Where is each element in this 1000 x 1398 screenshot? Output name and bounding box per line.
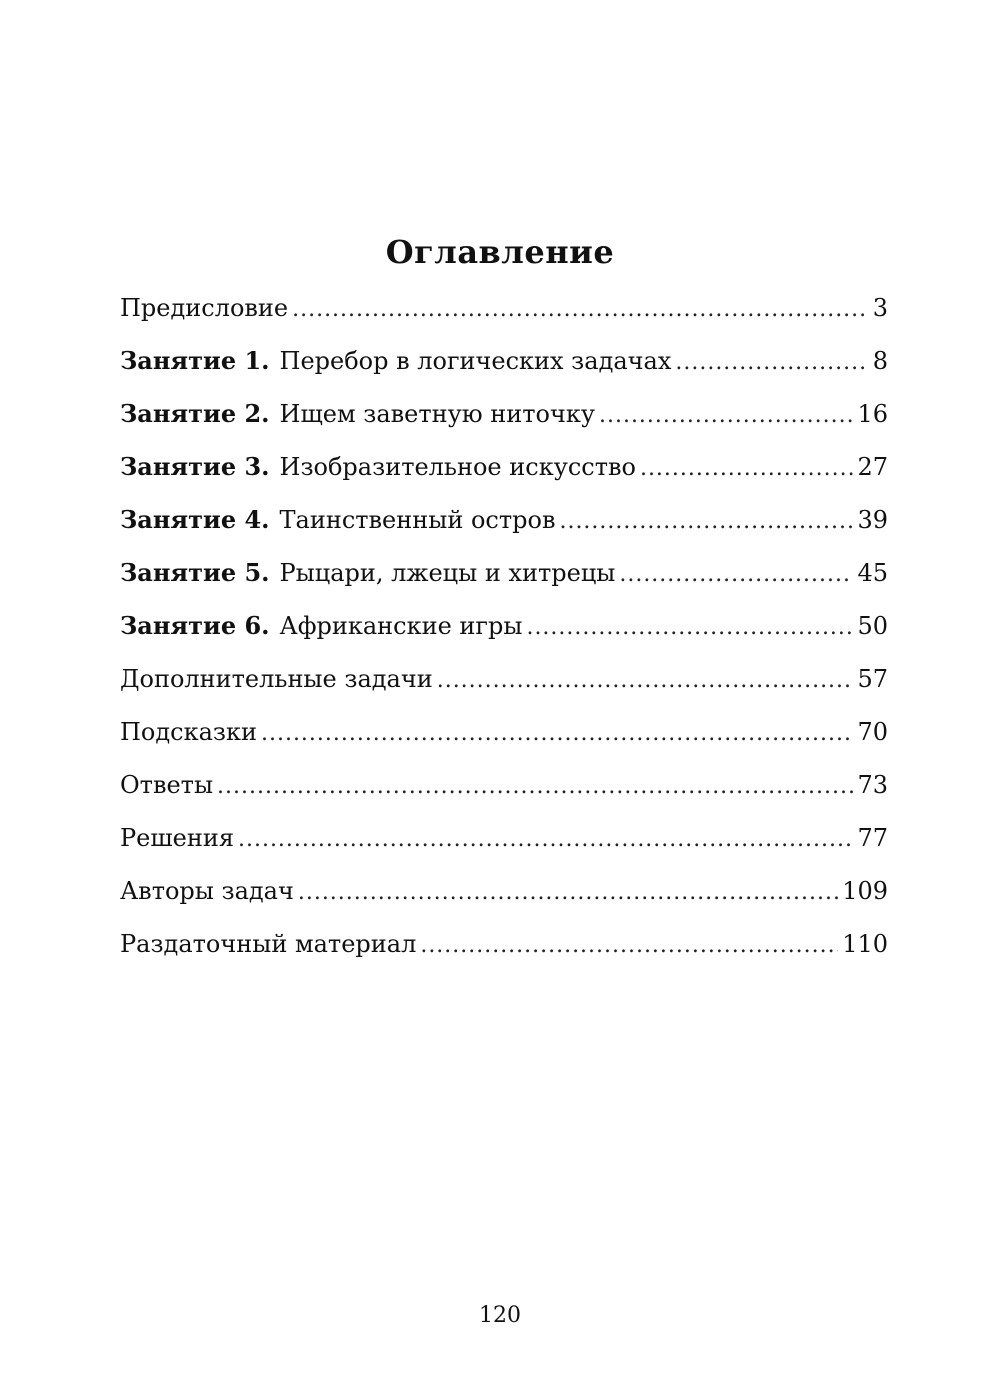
toc-entry-title: Предисловие: [120, 294, 289, 322]
toc-lesson-label: Занятие 2.: [120, 399, 270, 428]
toc-entry-title: Ответы: [120, 771, 214, 799]
toc-entry-title: Решения: [120, 824, 234, 852]
toc-entry-title: Рыцари, лжецы и хитрецы: [279, 559, 616, 587]
toc-entry-lesson-3: [120, 444, 888, 497]
page-number: 120: [479, 1303, 521, 1328]
toc-page-number: 57: [857, 665, 888, 693]
toc-page-number: 70: [857, 718, 888, 746]
toc-entry-solutions: [120, 815, 888, 868]
toc-entry-title: Раздаточный материал: [120, 930, 417, 958]
dot-leader: [420, 923, 838, 969]
dot-leader: [619, 552, 853, 598]
toc-page-number: 8: [872, 347, 888, 375]
table-of-contents: [120, 285, 888, 974]
toc-page-number: 16: [857, 400, 888, 428]
toc-page-number: 77: [857, 824, 888, 852]
toc-page-number: 109: [842, 877, 888, 905]
toc-entry-authors: [120, 868, 888, 921]
dot-leader: [526, 605, 853, 651]
toc-page-number: 45: [857, 559, 888, 587]
toc-entry-lesson-1: [120, 338, 888, 391]
toc-entry-title: Перебор в логических задачах: [279, 347, 672, 375]
dot-leader: [640, 446, 854, 492]
dot-leader: [437, 658, 854, 704]
dot-leader: [675, 340, 868, 386]
toc-page-number: 3: [872, 294, 888, 322]
toc-entry-title: Африканские игры: [279, 612, 523, 640]
toc-entry-title: Ищем заветную ниточку: [279, 400, 595, 428]
page-title: Оглавление: [385, 233, 615, 271]
dot-leader: [238, 817, 853, 863]
toc-entry-lesson-4: [120, 497, 888, 550]
toc-entry-title: Дополнительные задачи: [120, 665, 433, 693]
toc-page-number: 50: [857, 612, 888, 640]
toc-entry-preface: [120, 285, 888, 338]
dot-leader: [599, 393, 853, 439]
toc-lesson-label: Занятие 1.: [120, 346, 270, 375]
dot-leader: [292, 287, 869, 333]
toc-page-number: 110: [842, 930, 888, 958]
toc-entry-lesson-2: [120, 391, 888, 444]
toc-lesson-label: Занятие 3.: [120, 452, 270, 481]
toc-lesson-label: Занятие 6.: [120, 611, 270, 640]
dot-leader: [298, 870, 838, 916]
toc-entry-title: Изобразительное искусство: [279, 453, 636, 481]
toc-page-number: 27: [857, 453, 888, 481]
dot-leader: [261, 711, 853, 757]
toc-entry-title: Авторы задач: [120, 877, 294, 905]
toc-entry-lesson-5: [120, 550, 888, 603]
toc-entry-title: Таинственный остров: [279, 506, 556, 534]
toc-entry-handouts: [120, 921, 888, 974]
dot-leader: [217, 764, 853, 810]
toc-entry-hints: [120, 709, 888, 762]
toc-entry-title: Подсказки: [120, 718, 257, 746]
toc-lesson-label: Занятие 4.: [120, 505, 270, 534]
toc-entry-answers: [120, 762, 888, 815]
dot-leader: [559, 499, 853, 545]
toc-entry-lesson-6: [120, 603, 888, 656]
toc-page-number: 39: [857, 506, 888, 534]
toc-page-number: 73: [857, 771, 888, 799]
toc-entry-extra-problems: [120, 656, 888, 709]
toc-lesson-label: Занятие 5.: [120, 558, 270, 587]
